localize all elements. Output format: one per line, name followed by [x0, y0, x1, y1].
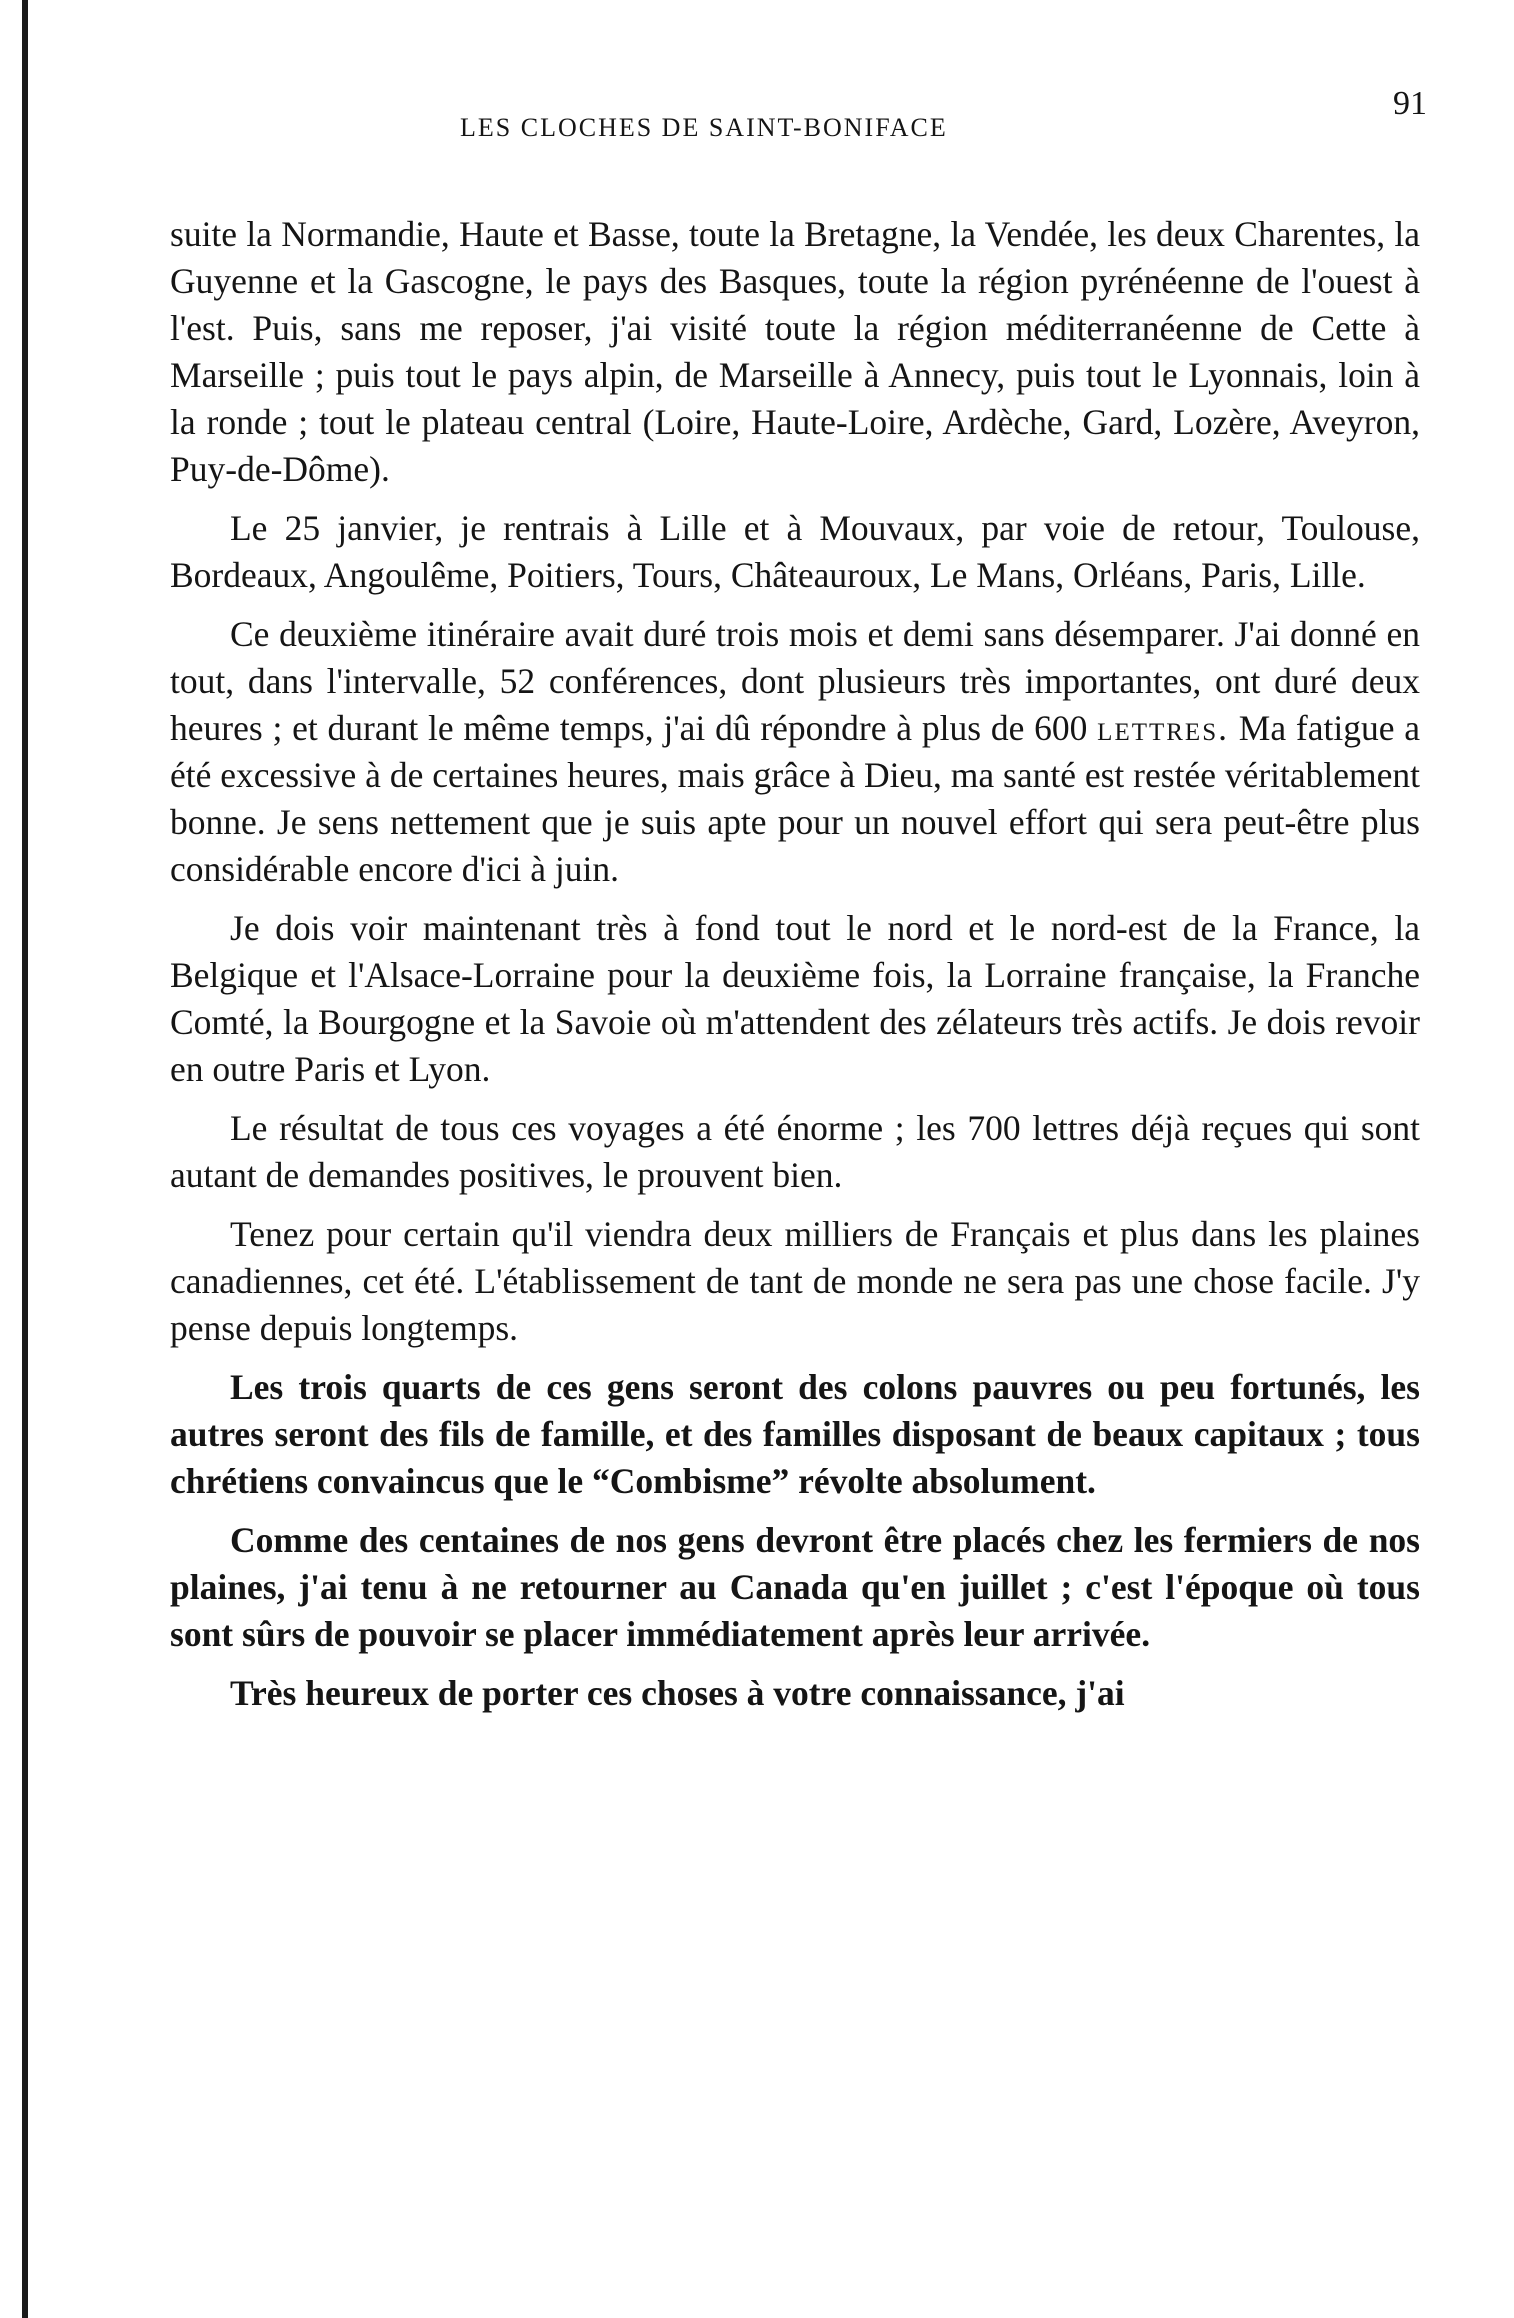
book-page [170, 85, 1427, 1729]
binding-edge [22, 0, 28, 2318]
page-number: 91 [1393, 85, 1427, 122]
paragraph-2: Le 25 janvier, je rentrais à Lille et à Mouvaux, par voie de retour, Toulouse, Bordeaux, Angoulême, Poitiers, Tours, Châteauroux, Le Mans, Orléans, Paris, Lille. [170, 508, 1420, 595]
running-head [170, 85, 1427, 155]
running-title: LES CLOCHES DE SAINT-BONIFACE [460, 113, 948, 142]
paragraph-3 [170, 611, 1420, 893]
body-text [170, 211, 1420, 1717]
paragraph-7: Les trois quarts de ces gens seront des colons pauvres ou peu fortunés, les autres seront des fils de famille, et des familles disposant de beaux capitaux ; tous chrétiens convaincus que le “Combisme” révolte absolument. [170, 1367, 1420, 1501]
smallcaps-word: lettres. [1097, 708, 1229, 748]
paragraph-3-start: Ce deuxième itinéraire avait duré trois mois et demi sans désemparer. J'ai donné en tout, dans l'intervalle, 52 conférences, dont plusieurs très importantes, ont duré deux heures ; et durant le même temps, j'ai dû répondre à plus de 600 [170, 614, 1420, 748]
paragraph-3-end: Ma fatigue a été excessive à de certaines heures, mais grâce à Dieu, ma santé est restée véritablement bonne. Je sens nettement que je suis apte pour un nouvel effort qui sera peut-être plus considérable encore d'ici à juin. [170, 708, 1420, 889]
paragraph-1: suite la Normandie, Haute et Basse, toute la Bretagne, la Vendée, les deux Charentes, la Guyenne et la Gascogne, le pays des Basques, toute la région pyrénéenne de l'ouest à l'est. Puis, sans me reposer, j'ai visité toute la région méditerranéenne de Cette à Marseille ; puis tout le pays alpin, de Marseille à Annecy, puis tout le Lyonnais, loin à la ronde ; tout le plateau central (Loire, Haute-Loire, Ardèche, Gard, Lozère, Aveyron, Puy-de-Dôme). [170, 214, 1420, 489]
paragraph-5: Le résultat de tous ces voyages a été énorme ; les 700 lettres déjà reçues qui sont autant de demandes positives, le prouvent bien. [170, 1108, 1420, 1195]
paragraph-6: Tenez pour certain qu'il viendra deux milliers de Français et plus dans les plaines canadiennes, cet été. L'établissement de tant de monde ne sera pas une chose facile. J'y pense depuis longtemps. [170, 1214, 1420, 1348]
paragraph-4: Je dois voir maintenant très à fond tout le nord et le nord-est de la France, la Belgique et l'Alsace-Lorraine pour la deuxième fois, la Lorraine française, la Franche Comté, la Bourgogne et la Savoie où m'attendent des zélateurs très actifs. Je dois revoir en outre Paris et Lyon. [170, 908, 1420, 1089]
paragraph-8: Comme des centaines de nos gens devront être placés chez les fermiers de nos plaines, j'ai tenu à ne retourner au Canada qu'en juillet ; c'est l'époque où tous sont sûrs de pouvoir se placer immédiatement après leur arrivée. [170, 1520, 1420, 1654]
paragraph-9: Très heureux de porter ces choses à votre connaissance, j'ai [230, 1673, 1125, 1713]
